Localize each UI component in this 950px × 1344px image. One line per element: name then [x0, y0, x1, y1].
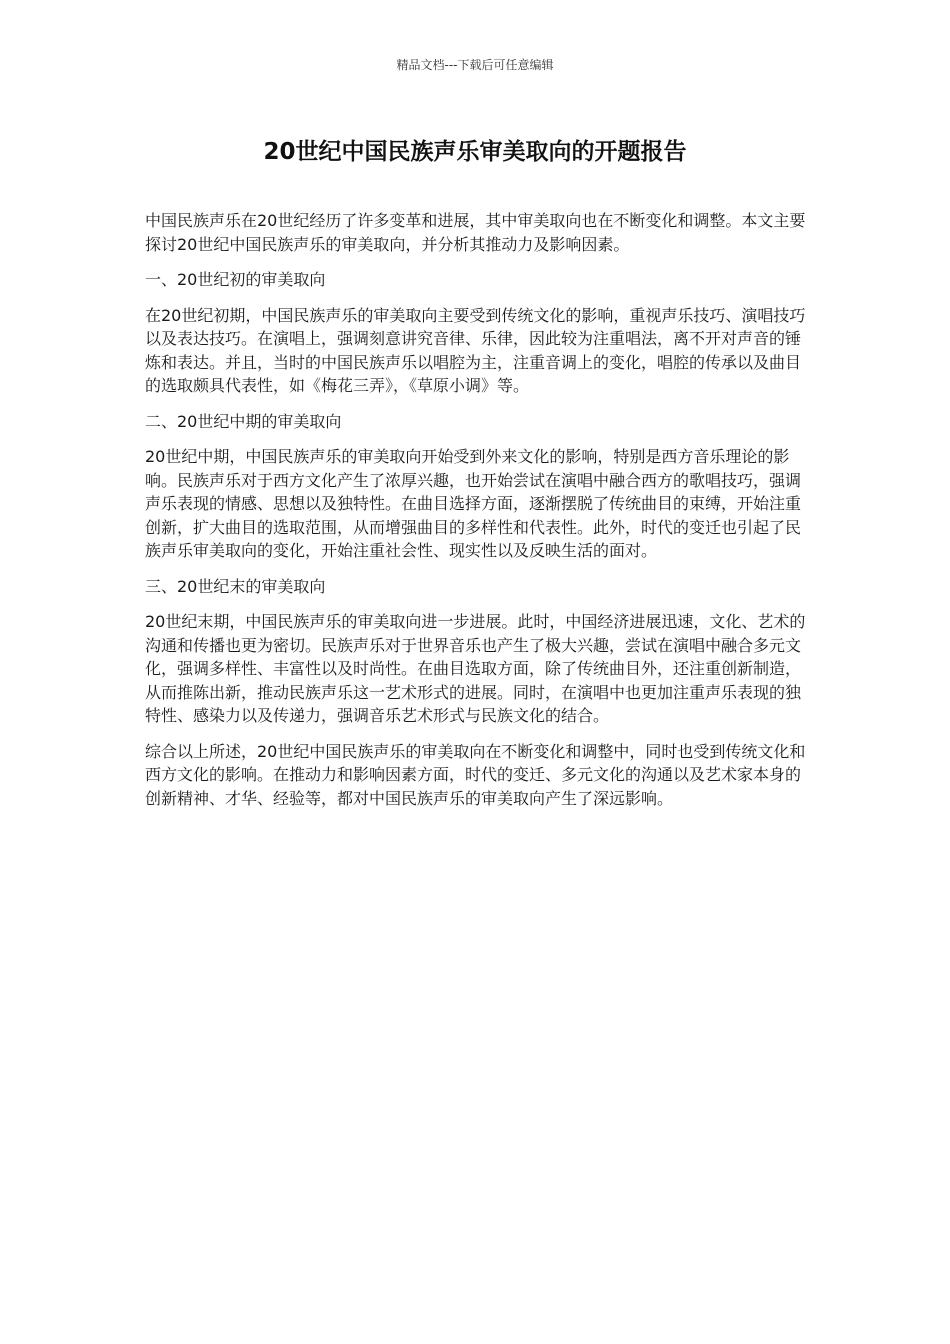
section-body-mid: 20世纪中期，中国民族声乐的审美取向开始受到外来文化的影响，特别是西方音乐理论的影响。民族声乐对于西方文化产生了浓厚兴趣，也开始尝试在演唱中融合西方的歌唱技巧，强调声乐表现的情感、思想以及独特性。在曲目选择方面，逐渐摆脱了传统曲目的束缚，开始注重创新，扩大曲目的选取范围，从而增强曲目的多样性和代表性。此外，时代的变迁也引起了民族声乐审美取向的变化，开始注重社会性、现实性以及反映生活的面对。 — [145, 447, 802, 560]
document-body — [145, 209, 813, 822]
conclusion-paragraph: 综合以上所述，20世纪中国民族声乐的审美取向在不断变化和调整中，同时也受到传统文化和西方文化的影响。在推动力和影响因素方面，时代的变迁、多元文化的沟通以及艺术家本身的创新精神、才华、经验等，都对中国民族声乐的审美取向产生了深远影响。 — [145, 741, 806, 808]
intro-paragraph: 中国民族声乐在20世纪经历了许多变革和进展，其中审美取向也在不断变化和调整。本文主要探讨20世纪中国民族声乐的审美取向，并分析其推动力及影响因素。 — [145, 211, 806, 254]
section-body-early: 在20世纪初期，中国民族声乐的审美取向主要受到传统文化的影响，重视声乐技巧、演唱技巧以及表达技巧。在演唱上，强调刻意讲究音律、乐律，因此较为注重唱法，离不开对声音的锤炼和表达。并且，当时的中国民族声乐以唱腔为主，注重音调上的变化，唱腔的传承以及曲目的选取颇具代表性，如《梅花三弄》，《草原小调》等。 — [145, 305, 806, 395]
page-header-note: 精品文档---下载后可任意编辑 — [396, 58, 554, 72]
section-body-late: 20世纪末期，中国民族声乐的审美取向进一步进展。此时，中国经济进展迅速，文化、艺术的沟通和传播也更为密切。民族声乐对于世界音乐也产生了极大兴趣，尝试在演唱中融合多元文化，强调多样性、丰富性以及时尚性。在曲目选取方面，除了传统曲目外，还注重创新制造，从而推陈出新，推动民族声乐这一艺术形式的进展。同时，在演唱中也更加注重声乐表现的独特性、感染力以及传递力，强调音乐艺术形式与民族文化的结合。 — [145, 612, 806, 725]
document-title: 20世纪中国民族声乐审美取向的开题报告 — [263, 139, 687, 165]
section-heading-mid: 二、20世纪中期的审美取向 — [145, 411, 342, 431]
section-heading-early: 一、20世纪初的审美取向 — [145, 270, 326, 289]
section-heading-late: 三、20世纪末的审美取向 — [145, 576, 326, 596]
